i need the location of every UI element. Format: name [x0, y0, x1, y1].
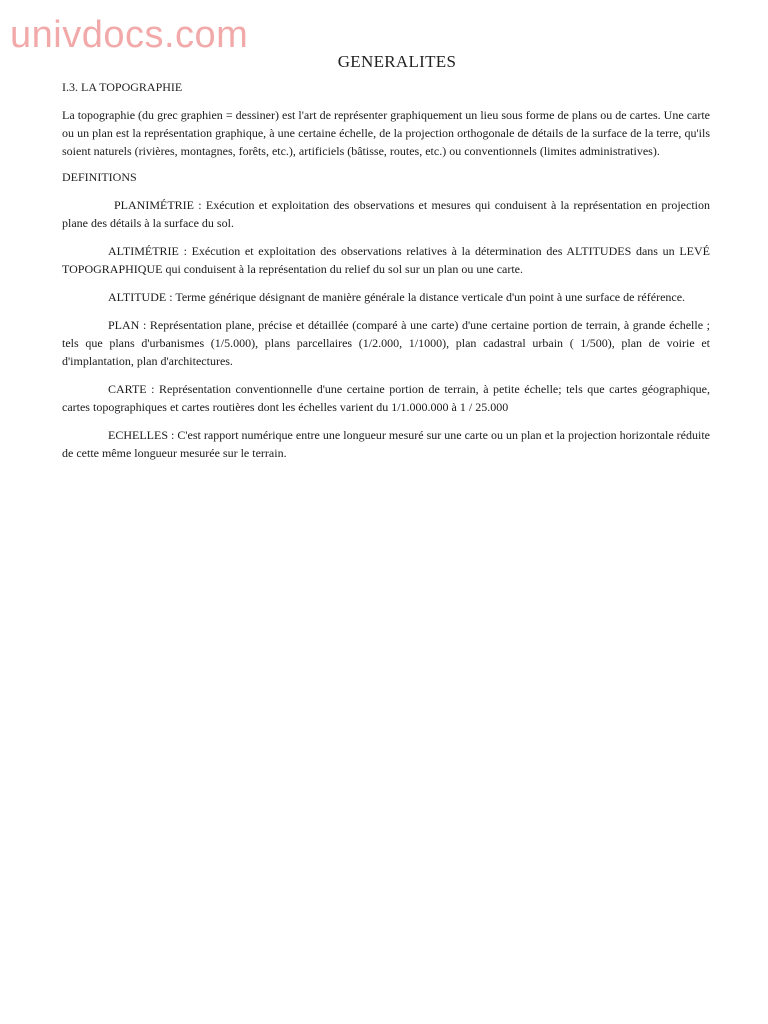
definition-planimetrie: PLANIMÉTRIE : Exécution et exploitation des observations et mesures qui conduisent à la représentation en projection plane des détails à la surface du sol.	[62, 198, 710, 230]
watermark: univdocs.com	[10, 14, 249, 56]
definition-altimetrie: ALTIMÉTRIE : Exécution et exploitation des observations relatives à la détermination des ALTITUDES dans un LEVÉ TOPOGRAPHIQUE qui conduisent à la représentation du relief du sol sur un plan ou une carte.	[62, 244, 710, 276]
definition-plan: PLAN : Représentation plane, précise et détaillée (comparé à une carte) d'une certaine portion de terrain, à grande échelle ; tels que plans d'urbanismes (1/5.000), plans parcellaires (1/2.000, 1/1000), plan cadastral urbain ( 1/500), plan de voirie et d'implantation, plan d'architectures.	[62, 318, 710, 368]
definition-echelles: ECHELLES : C'est rapport numérique entre une longueur mesuré sur une carte ou un plan et la projection horizontale réduite de cette même longueur mesurée sur le terrain.	[62, 428, 710, 460]
definition-altitude: ALTITUDE : Terme générique désignant de manière générale la distance verticale d'un point à une surface de référence.	[108, 290, 686, 304]
page-title: GENERALITES	[337, 52, 457, 71]
section-heading: I.3. LA TOPOGRAPHIE	[62, 80, 183, 94]
intro-paragraph: La topographie (du grec graphien = dessiner) est l'art de représenter graphiquement un lieu sous forme de plans ou de cartes. Une carte ou un plan est la représentation graphique, à une certaine échelle, de la projection orthogonale de détails de la surface de la terre, qu'ils soient naturels (rivières, montagnes, forêts, etc.), artificiels (bâtisse, routes, etc.) ou conventionnels (limites administratives).	[62, 108, 710, 158]
definition-carte: CARTE : Représentation conventionnelle d'une certaine portion de terrain, à petite échelle; tels que cartes géographique, cartes topographiques et cartes routières dont les échelles varient du 1/1.000.000 à 1 / 25.000	[62, 382, 710, 414]
document-page	[62, 48, 710, 472]
definitions-heading: DEFINITIONS	[62, 170, 137, 184]
